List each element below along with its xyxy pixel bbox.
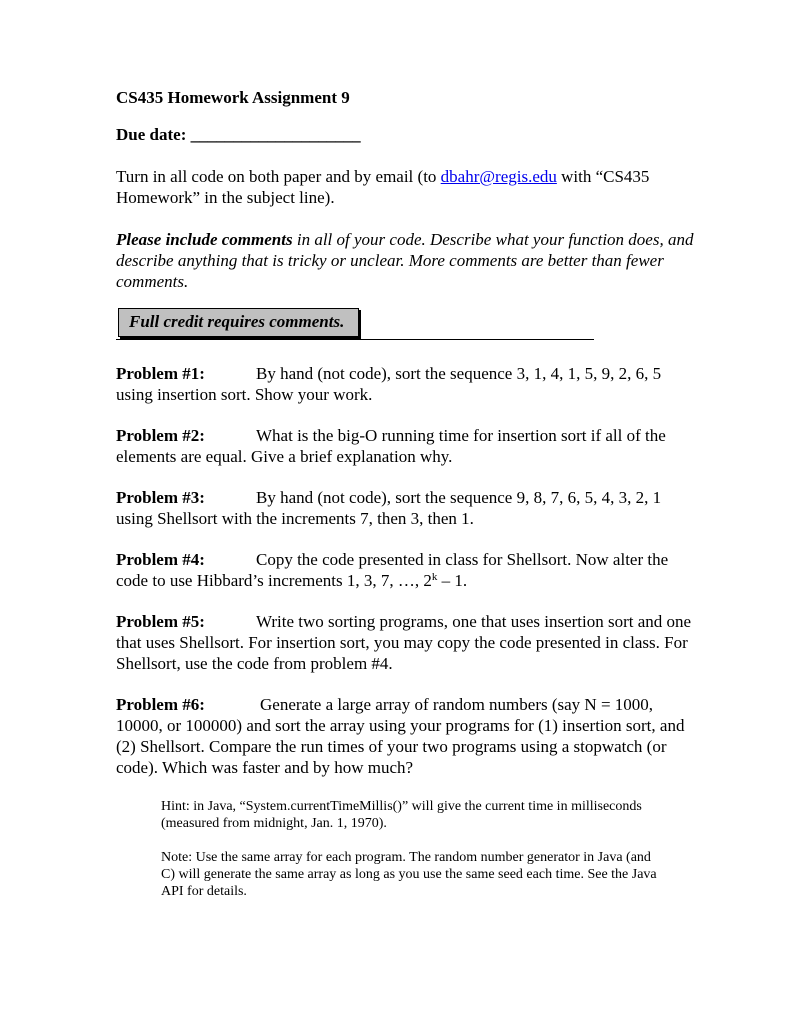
email-link[interactable]: dbahr@regis.edu bbox=[440, 167, 557, 186]
problem-text: Write two sorting programs, one that uses insertion sort and one that uses Shellsort. For insertion sort, you may copy the code presented in class. For Shellsort, use the code from problem #4. bbox=[116, 612, 692, 673]
problem-4 bbox=[116, 549, 696, 591]
problem-3 bbox=[116, 487, 696, 529]
turn-in-text-after: with “CS435 Homework” in the subject line). bbox=[116, 167, 650, 207]
problem-label: Problem #3: bbox=[116, 488, 205, 507]
seed-note: Note: Use the same array for each program. The random number generator in Java (and C) will generate the same array as long as you use the same seed each time. See the Java API for details. bbox=[161, 850, 657, 899]
problem-5 bbox=[116, 611, 696, 674]
problem-text-end: – 1. bbox=[437, 571, 468, 590]
comments-instructions bbox=[116, 229, 696, 292]
document-page bbox=[116, 88, 696, 917]
problem-6 bbox=[116, 694, 696, 778]
comments-emphasis: Please include comments bbox=[116, 230, 293, 249]
problem-label: Problem #6: bbox=[116, 695, 205, 714]
problem-label: Problem #2: bbox=[116, 426, 205, 445]
problem-text: Copy the code presented in class for Shellsort. Now alter the code to use Hibbard’s increments 1, 3, 7, …, 2 bbox=[116, 550, 669, 590]
turn-in-text-before: Turn in all code on both paper and by email (to bbox=[116, 167, 441, 186]
horizontal-rule bbox=[116, 339, 594, 340]
due-date-line: Due date: ____________________ bbox=[116, 125, 361, 144]
comments-text: in all of your code. Describe what your function does, and describe anything that is tricky or unclear. More comments are better than fewer comments. bbox=[116, 230, 694, 291]
problem-label: Problem #5: bbox=[116, 612, 205, 631]
superscript-k: k bbox=[431, 571, 438, 583]
problem-text: By hand (not code), sort the sequence 9, 8, 7, 6, 5, 4, 3, 2, 1 using Shellsort with the increments 7, then 3, then 1. bbox=[116, 488, 662, 528]
problem-1 bbox=[116, 363, 696, 405]
hint-note: Hint: in Java, “System.currentTimeMillis()” will give the current time in milliseconds (measured from midnight, Jan. 1, 1970). bbox=[161, 799, 642, 831]
problem-2 bbox=[116, 425, 696, 467]
turn-in-instructions bbox=[116, 166, 696, 208]
problem-text: By hand (not code), sort the sequence 3, 1, 4, 1, 5, 9, 2, 6, 5 using insertion sort. Show your work. bbox=[116, 364, 662, 404]
problem-text: Generate a large array of random numbers (say N = 1000, 10000, or 100000) and sort the array using your programs for (1) insertion sort, and (2) Shellsort. Compare the run times of your two programs using a stopwatch (or code). Which was faster and by how much? bbox=[116, 695, 685, 777]
document-title: CS435 Homework Assignment 9 bbox=[116, 88, 350, 107]
full-credit-box: Full credit requires comments. bbox=[118, 308, 359, 337]
problem-text: What is the big-O running time for insertion sort if all of the elements are equal. Give a brief explanation why. bbox=[116, 426, 666, 466]
problem-label: Problem #1: bbox=[116, 364, 205, 383]
problem-label: Problem #4: bbox=[116, 550, 205, 569]
